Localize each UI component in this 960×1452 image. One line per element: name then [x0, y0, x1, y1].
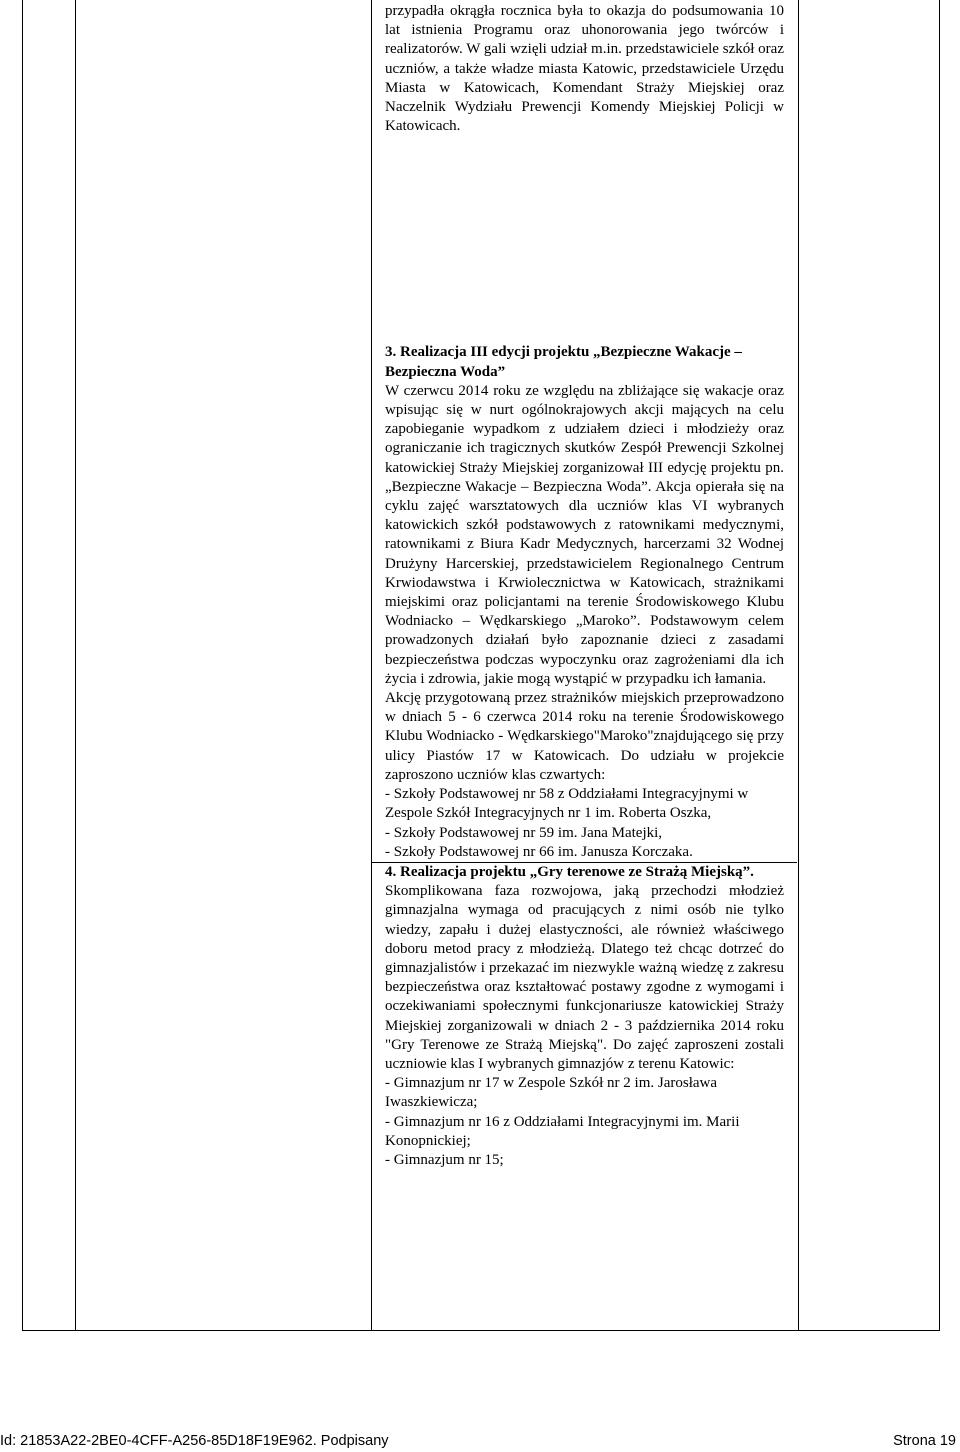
table-column-number	[22, 0, 76, 1330]
list-item: - Gimnazjum nr 17 w Zespole Szkół nr 2 im. Jarosława Iwaszkiewicza;	[385, 1075, 718, 1111]
list-item: - Gimnazjum nr 16 z Oddziałami Integracyjnymi im. Marii Konopnickiej;	[385, 1113, 740, 1149]
section-4-heading: 4. Realizacja projektu „Gry terenowe ze Strażą Miejską”.	[385, 863, 754, 880]
section-3-paragraph: W czerwcu 2014 roku ze względu na zbliżające się wakacje oraz wpisując się w nurt ogólnokrajowych akcji mających na celu zapobieganie wypadkom z udziałem dzieci i młodzieży oraz ograniczanie ich tragicznych skutków Zespół Prewencji Szkolnej katowickiej Straży Miejskiej zorganizował III edycję projektu pn. „Bezpieczne Wakacje – Bezpieczna Woda”. Akcja opierała się na cyklu zajęć warsztatowych dla uczniów klas VI wybranych katowickich szkół podstawowych z ratownikami medycznymi, ratownikami z Biura Kadr Medycznych, harcerzami 32 Wodnej Drużyny Harcerskiej, przedstawicielem Regionalnego Centrum Krwiodawstwa i Krwiolecznictwa w Katowicach, strażnikami miejskimi oraz policjantami na terenie Środowiskowego Klubu Wodniacko – Wędkarskiego „Maroko”. Podstawowym celem prowadzonych działań było zapoznanie dzieci z zasadami bezpieczeństwa podczas wypoczynku oraz zagrożeniami dla ich życia i zdrowia, jakie mogą wystąpić w przypadku ich łamania.	[385, 382, 784, 687]
section-3-paragraph-2: Akcję przygotowaną przez strażników miejskich przeprowadzono w dniach 5 - 6 czerwca 2014 roku na terenie Środowiskowego Klubu Wodniacko - Wędkarskiego"Maroko"znajdującego się przy ulicy Piastów 17 w Katowicach. Do udziału w projekcie zaproszono uczniów klas czwartych:	[385, 690, 784, 783]
list-item: - Szkoły Podstawowej nr 59 im. Jana Matejki,	[385, 824, 663, 841]
table-column-notes	[798, 0, 939, 1330]
page-footer	[0, 1433, 960, 1452]
list-item: - Gimnazjum nr 15;	[385, 1151, 504, 1168]
list-item: - Szkoły Podstawowej nr 66 im. Janusza Korczaka.	[385, 843, 693, 860]
table-cell-description	[385, 2, 784, 1170]
list-item: - Szkoły Podstawowej nr 58 z Oddziałami Integracyjnymi w Zespole Szkół Integracyjnych nr 1 im. Roberta Oszka,	[385, 786, 749, 822]
document-id: Id: 21853A22-2BE0-4CFF-A256-85D18F19E962. Podpisany	[0, 1433, 389, 1449]
section-3-heading: 3. Realizacja III edycji projektu „Bezpieczne Wakacje – Bezpieczna Woda”	[385, 344, 742, 380]
section-4-paragraph: Skomplikowana faza rozwojowa, jaką przechodzi młodzież gimnazjalna wymaga od pracujących z nimi osób nie tylko wiedzy, zapału i dużej elastyczności, ale również właściwego doboru metod pracy z młodzieżą. Dlatego też chcąc dotrzeć do gimnazjalistów i przekazać im niezwykle ważną wiedzę z zakresu bezpieczeństwa oraz kształtować postawy zgodne z wymogami i oczekiwaniami społecznymi funkcjonariusze katowickiej Straży Miejskiej zorganizowali w dniach 2 - 3 października 2014 roku "Gry Terenowe ze Strażą Miejską". Do zajęć zaproszeni zostali uczniowie klas I wybranych gimnazjów z terenu Katowic:	[385, 883, 784, 1072]
paragraph-gala: przypadła okrągła rocznica była to okazja do podsumowania 10 lat istnienia Programu oraz uhonorowania jego twórców i realizatorów. W gali wzięli udział m.in. przedstawiciele szkół oraz uczniów, a także władze miasta Katowic, przedstawiciele Urzędu Miasta w Katowicach, Komendant Straży Miejskiej oraz Naczelnik Wydziału Prewencji Komendy Miejskiej Policji w Katowicach.	[385, 3, 784, 135]
page-number: Strona 19	[893, 1433, 956, 1449]
section-4-school-list	[385, 1074, 784, 1170]
section-3-school-list	[385, 785, 784, 862]
table-column-task	[76, 0, 372, 1330]
